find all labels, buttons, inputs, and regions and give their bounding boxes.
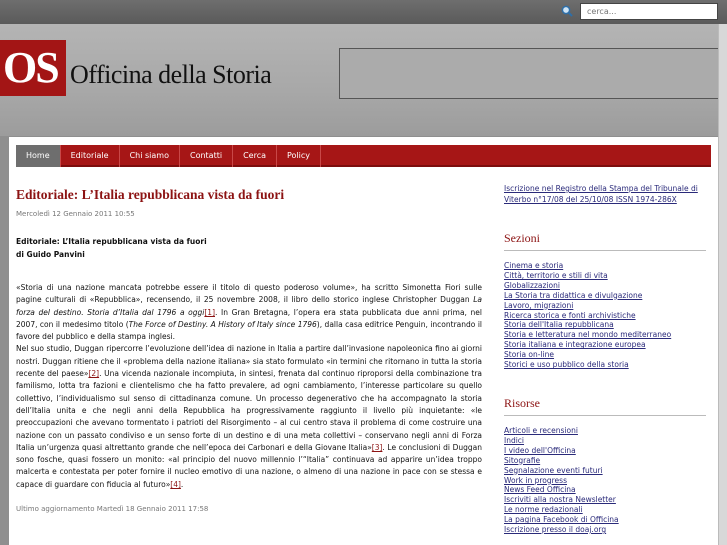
list-item[interactable]: Storia e letteratura nel mondo mediterraneo	[504, 330, 672, 340]
nav-policy[interactable]: Policy	[277, 145, 321, 167]
list-item[interactable]: Work in progress	[504, 475, 567, 485]
list-item[interactable]: Globalizzazioni	[504, 280, 560, 290]
article-heading	[16, 235, 482, 261]
list-item[interactable]: Cinema e storia	[504, 261, 564, 270]
list-item[interactable]: I video dell'Officina	[504, 445, 576, 455]
list-item[interactable]: Storia italiana e integrazione europea	[504, 340, 646, 350]
nav-home[interactable]: Home	[16, 145, 61, 167]
sections-heading: Sezioni	[504, 231, 706, 251]
nav-cerca[interactable]: Cerca	[233, 145, 277, 167]
list-item[interactable]: Città, territorio e stili di vita	[504, 270, 608, 280]
article	[16, 187, 482, 513]
article-paragraph: Nel suo studio, Duggan ripercorre l’evoluzione dell’idea di nazione in Italia a partire dall’invasione napoleonica fino ai giorni nostri. Duggan ritiene che il «problema della nazione italiana» sia stato formulato «in termini che ritornano in tutta la storia recente del paese»[2]. Una vicenda nazionale incompiuta, in sintesi, frenata dal continuo riproporsi della combinazione tra familismo, lotta tra fazioni e clientelismo che ha fatto prevalere, ad ogni cambiamento, l’interesse particolare su quello collettivo, l’individualismo sul senso di cittadinanza comune. Un processo degenerativo che ha accompagnato la storia dell’Italia unita e che negli anni della Repubblica ha progressivamente raggiunto il livello più inquietante: «le preoccupazioni che avevano tormentato i patrioti del Risorgimento – al cui centro stava il problema di come costruire una nazione con un passato condiviso e un senso forte di un destino e di una meta collettivi – conservano negli anni di Forza Italia un’urgenza quasi altrettanto grande che nell’epoca dei Carbonari e della Giovane Italia»[3]. Le conclusioni di Duggan sono fosche, quasi fossero un monito: «al principio del nuovo millennio l’“Italia” continuava ad apparire un’idea troppo malcerta e contestata per poter fornire il nucleo emotivo di una nazione, o almeno di una nazione in pace con se stessa e capace di guardare con fiducia al futuro»[4].	[16, 344, 482, 489]
list-item[interactable]: La Storia tra didattica e divulgazione	[504, 290, 643, 300]
list-item[interactable]: Iscriviti alla nostra Newsletter	[504, 495, 616, 505]
search-icon[interactable]	[561, 5, 573, 17]
article-updated: Ultimo aggiornamento Martedì 18 Gennaio 2011 17:58	[16, 505, 209, 514]
sidebar	[504, 183, 706, 535]
list-item[interactable]: Ricerca storica e fonti archivistiche	[504, 310, 636, 320]
site-header	[0, 24, 727, 136]
list-item[interactable]: Indici	[504, 435, 525, 445]
nav-chi-siamo[interactable]: Chi siamo	[120, 145, 180, 167]
site-name[interactable]: Officina della Storia	[70, 60, 272, 89]
list-item[interactable]: Articoli e recensioni	[504, 425, 578, 435]
page-content	[9, 137, 718, 545]
article-paragraph: «Storia di una nazione mancata potrebbe essere il titolo di questo poderoso volume», ha scritto Simonetta Fiori sulle pagine culturali di «Repubblica», recensendo, il 25 novembre 2008, il libro dello storico inglese Christopher Duggan La forza del destino. Storia d’Italia dal 1796 a oggi[1]. In Gran Bretagna, l’opera era stata pubblicata due anni prima, nel 2007, con il medesimo titolo (The Force of Destiny. A History of Italy since 1796), dalla casa editrice Penguin, incontrando il favore del pubblico e della stampa inglesi.	[16, 283, 483, 342]
article-subtitle: Editoriale: L’Italia repubblicana vista da fuori	[16, 237, 207, 246]
resources-list	[504, 426, 706, 535]
list-item[interactable]: News Feed Officina	[504, 485, 576, 495]
sections-list	[504, 261, 706, 370]
article-author: di Guido Panvini	[16, 250, 85, 259]
list-item[interactable]: Storia dell'Italia repubblicana	[504, 320, 614, 330]
registration-note[interactable]: Iscrizione nel Registro della Stampa del Tribunale di Viterbo n°17/08 del 25/10/08 ISSN 1974-286X	[504, 184, 698, 204]
footnote-link[interactable]: [2]	[88, 369, 100, 379]
list-item[interactable]: Lavoro, migrazioni	[504, 300, 574, 310]
list-item[interactable]: Storici e uso pubblico della storia	[504, 360, 629, 370]
site-logo[interactable]: OS	[0, 40, 66, 96]
footnote-link[interactable]: [4]	[170, 479, 181, 489]
list-item[interactable]: Segnalazione eventi futuri	[504, 465, 603, 475]
article-title[interactable]: Editoriale: L’Italia repubblicana vista da fuori	[16, 187, 285, 202]
top-search-bar	[0, 0, 727, 24]
article-date: Mercoledì 12 Gennaio 2011 10:55	[16, 210, 135, 218]
nav-contatti[interactable]: Contatti	[180, 145, 233, 167]
main-nav	[16, 145, 711, 167]
footnote-link[interactable]: [1]	[204, 307, 215, 317]
nav-editoriale[interactable]: Editoriale	[61, 145, 120, 167]
list-item[interactable]: Iscrizione presso il doaj.org	[504, 525, 607, 535]
footnote-link[interactable]: [3]	[371, 442, 383, 452]
list-item[interactable]: Storia on-line	[504, 350, 555, 360]
list-item[interactable]: Sitografie	[504, 455, 541, 465]
article-body	[16, 282, 482, 491]
page-scrollbar[interactable]	[718, 24, 727, 545]
header-banner	[339, 48, 727, 99]
search-input[interactable]	[580, 3, 718, 20]
list-item[interactable]: Le norme redazionali	[504, 505, 583, 515]
resources-heading: Risorse	[504, 396, 706, 416]
list-item[interactable]: La pagina Facebook di Officina	[504, 515, 619, 525]
